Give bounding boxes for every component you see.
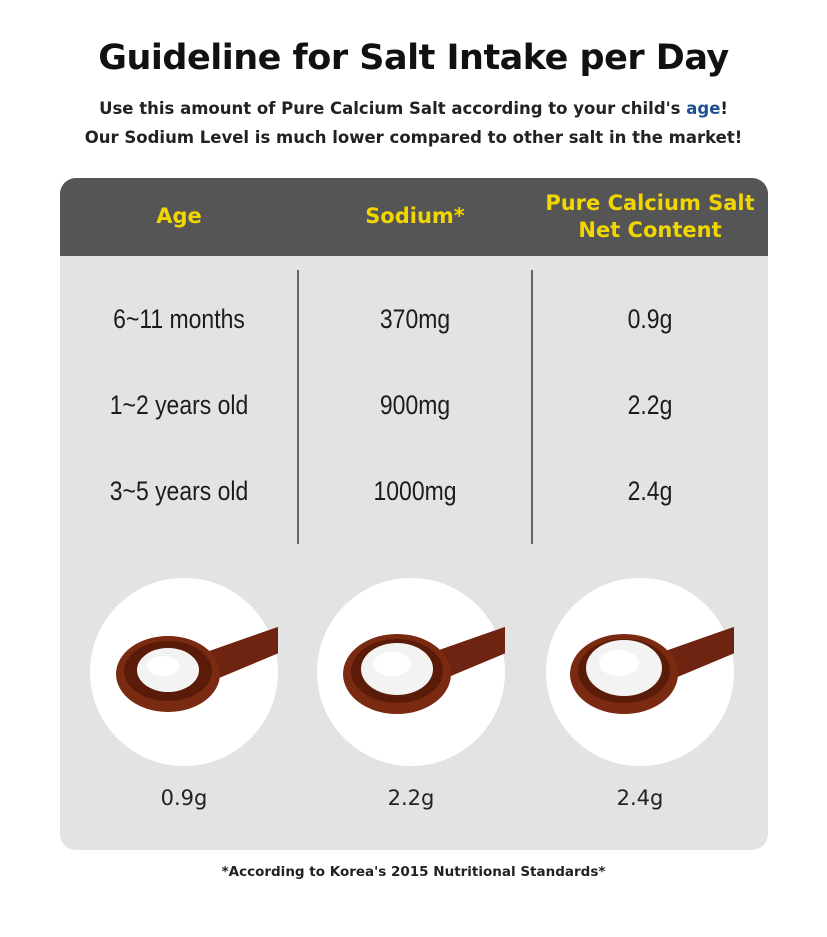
- subtitle-highlight: age: [686, 99, 721, 118]
- spoon-of-salt-icon: [317, 578, 505, 766]
- column-divider: [531, 270, 533, 544]
- header-net-content: [532, 178, 768, 256]
- intake-table-panel: [60, 178, 768, 850]
- footnote: *According to Korea's 2015 Nutritional Standards*: [221, 864, 606, 880]
- header-net-line-2: Net Content: [578, 218, 722, 242]
- column-divider: [297, 270, 299, 544]
- header-sodium: Sodium*: [365, 204, 465, 229]
- cell-age: 1~2 years old: [109, 390, 249, 420]
- page-title: Guideline for Salt Intake per Day: [98, 38, 729, 78]
- subtitle-text: Use this amount of Pure Calcium Salt according to your child's: [99, 99, 687, 118]
- cell-net-content: 2.2g: [627, 390, 673, 420]
- subtitle-line-2: Our Sodium Level is much lower compared to other salt in the market!: [84, 128, 743, 147]
- subtitle-end: !: [720, 99, 728, 118]
- header-net-line-1: Pure Calcium Salt: [545, 190, 755, 215]
- spoon-of-salt-icon: [90, 578, 278, 766]
- header-age: Age: [156, 204, 202, 229]
- subtitle-line-1: [0, 99, 827, 118]
- spoon-of-salt-icon: [546, 578, 734, 766]
- cell-sodium: 1000mg: [373, 476, 457, 506]
- table-header: [60, 178, 768, 256]
- cell-sodium: 900mg: [379, 390, 451, 420]
- spoon-amount-label: 2.2g: [387, 786, 435, 810]
- cell-net-content: 2.4g: [627, 476, 673, 506]
- cell-age: 6~11 months: [113, 304, 245, 334]
- cell-sodium: 370mg: [379, 304, 451, 334]
- cell-age: 3~5 years old: [109, 476, 249, 506]
- cell-net-content: 0.9g: [627, 304, 673, 334]
- spoon-amount-label: 0.9g: [160, 786, 208, 810]
- spoon-amount-label: 2.4g: [616, 786, 664, 810]
